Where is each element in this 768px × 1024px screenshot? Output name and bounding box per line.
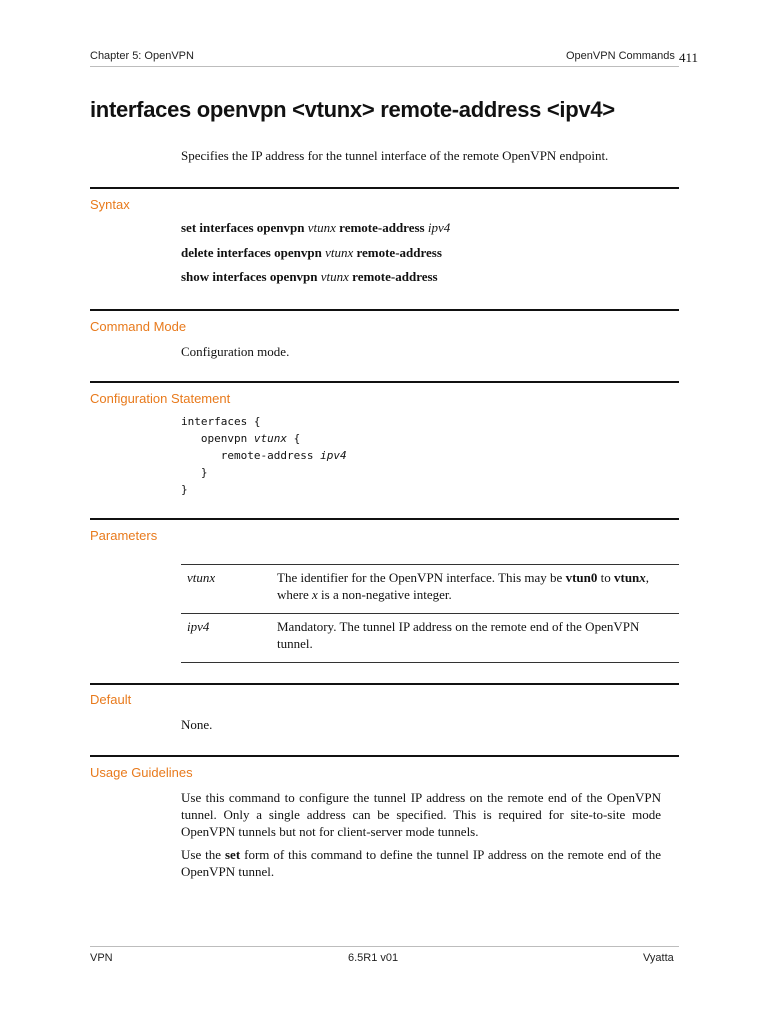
section-heading-command-mode: Command Mode <box>90 319 187 334</box>
page-title: interfaces openvpn <vtunx> remote-address <ipv4> <box>90 97 615 122</box>
syntax-line-show: show interfaces openvpn vtunx remote-address <box>181 269 438 284</box>
usage-paragraph-1: Use this command to configure the tunnel IP address on the remote end of the OpenVPN tunnel. Only a single address can be specified. This is required for site-to-site mode OpenVPN tunnels but not for client-server mode tunnels. <box>181 790 661 839</box>
section-heading-syntax: Syntax <box>90 197 130 212</box>
parameter-name: ipv4 <box>181 614 271 663</box>
syntax-line-set: set interfaces openvpn vtunx remote-address ipv4 <box>181 220 451 235</box>
section-rule <box>90 309 679 311</box>
page-number: 411 <box>679 50 699 65</box>
section-heading-default: Default <box>90 692 132 707</box>
parameters-table <box>181 564 679 663</box>
default-text: None. <box>181 717 213 732</box>
section-rule <box>90 518 679 520</box>
syntax-line-delete: delete interfaces openvpn vtunx remote-address <box>181 245 442 260</box>
section-heading-config-statement: Configuration Statement <box>90 391 231 406</box>
command-mode-text: Configuration mode. <box>181 344 290 359</box>
command-description: Specifies the IP address for the tunnel interface of the remote OpenVPN endpoint. <box>181 148 609 163</box>
footer-left: VPN <box>90 952 113 964</box>
header-rule <box>90 66 679 67</box>
table-row <box>181 565 679 614</box>
running-header-section: OpenVPN Commands <box>566 50 675 62</box>
section-heading-parameters: Parameters <box>90 528 158 543</box>
footer-right: Vyatta <box>643 952 674 964</box>
config-statement-code: interfaces { openvpn vtunx { remote-address ipv4 } } <box>181 415 347 496</box>
table-row <box>181 614 679 663</box>
section-rule <box>90 187 679 189</box>
parameter-name: vtunx <box>181 565 271 614</box>
running-header-chapter: Chapter 5: OpenVPN <box>90 50 194 62</box>
usage-paragraph-2: Use the set form of this command to define the tunnel IP address on the remote end of the OpenVPN tunnel. <box>181 847 661 879</box>
section-rule <box>90 683 679 685</box>
parameter-description: Mandatory. The tunnel IP address on the remote end of the OpenVPN tunnel. <box>271 614 679 663</box>
section-heading-usage-guidelines: Usage Guidelines <box>90 765 193 780</box>
footer-rule <box>90 946 679 947</box>
footer-version: 6.5R1 v01 <box>348 952 399 964</box>
section-rule <box>90 755 679 757</box>
section-rule <box>90 381 679 383</box>
parameter-description: The identifier for the OpenVPN interface. This may be vtun0 to vtunx, where x is a non-negative integer. <box>271 565 679 614</box>
